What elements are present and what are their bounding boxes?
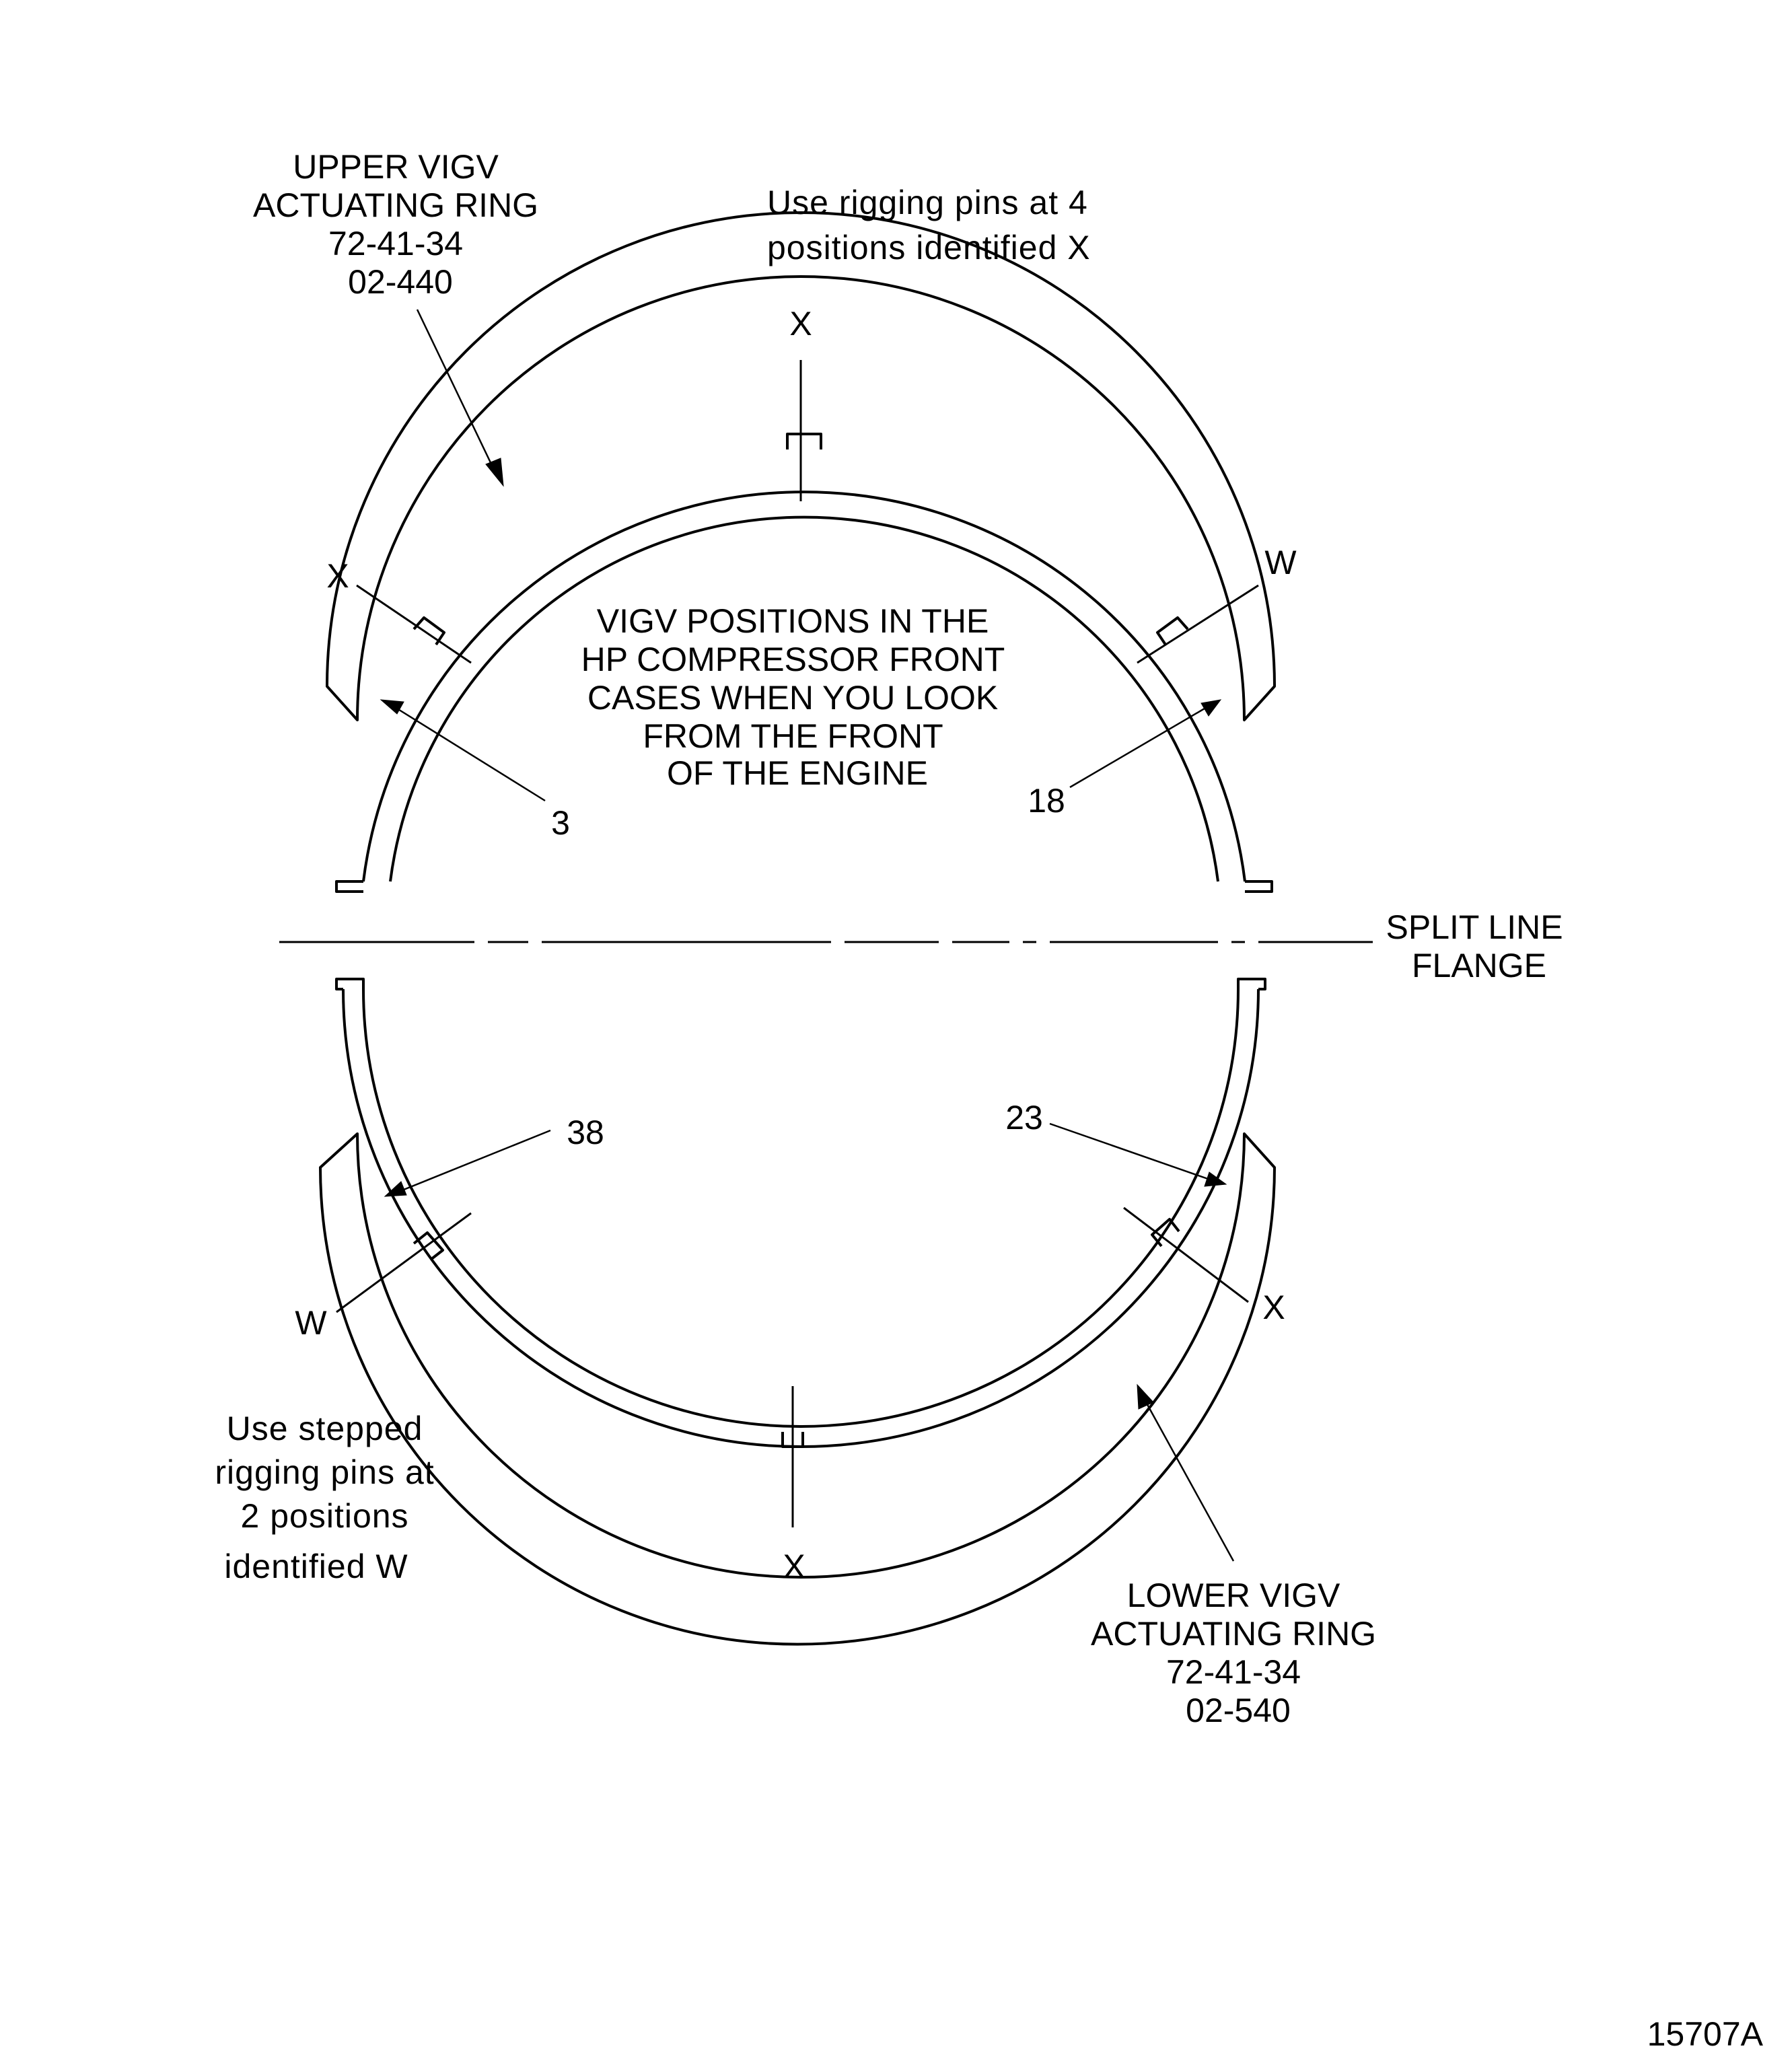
split-line-label: SPLIT LINE FLANGE (1386, 908, 1563, 984)
upper-left-pin-line (357, 585, 471, 663)
lower-left-pin-line (336, 1213, 471, 1312)
lower-right-flange-lip (1238, 979, 1265, 989)
lower-right-pin-line (1124, 1208, 1248, 1302)
figure-id: 15707A (1647, 2015, 1763, 2053)
marker-w-upper-right: W (1264, 544, 1297, 581)
marker-x-upper-left: X (326, 557, 349, 595)
stepped-pins-w-note: Use stepped rigging pins at 2 positions identified W (215, 1410, 435, 1585)
marker-x-bottom: X (783, 1548, 805, 1585)
leaders (381, 310, 1233, 1561)
center-note: VIGV POSITIONS IN THE HP COMPRESSOR FRONT CASES WHEN YOU LOOK FROM THE FRONT OF THE ENGINE (581, 602, 1005, 792)
vane-3-arrowhead (381, 700, 404, 714)
vane-number-18: 18 (1028, 782, 1065, 820)
vane-18-arrowhead (1201, 700, 1221, 716)
vane-number-38: 38 (567, 1114, 604, 1151)
upper-ring-leader-arrowhead (486, 458, 503, 486)
rigging-pins-x-note: Use rigging pins at 4 positions identified X (767, 184, 1091, 266)
upper-top-lug (787, 434, 821, 449)
vane-number-3: 3 (551, 804, 570, 842)
lower-case-ring-outer-edge (343, 989, 1258, 1447)
vane-number-23: 23 (1005, 1099, 1043, 1136)
lower-left-flange-lip (336, 979, 363, 989)
vane-23-arrowhead (1205, 1172, 1226, 1186)
upper-left-flange-lip (336, 881, 363, 892)
upper-right-flange-lip (1245, 881, 1272, 892)
marker-x-lower-right: X (1262, 1289, 1285, 1326)
lower-ring-label: LOWER VIGV ACTUATING RING 72-41-34 02-540 (1091, 1577, 1377, 1729)
upper-ring-label: UPPER VIGV ACTUATING RING 72-41-34 02-440 (253, 148, 539, 301)
lower-case-ring-inner-edge (363, 989, 1238, 1426)
marker-x-top: X (789, 305, 812, 342)
lower-vigv-assembly (320, 979, 1275, 1644)
marker-w-lower-left: W (295, 1304, 327, 1342)
